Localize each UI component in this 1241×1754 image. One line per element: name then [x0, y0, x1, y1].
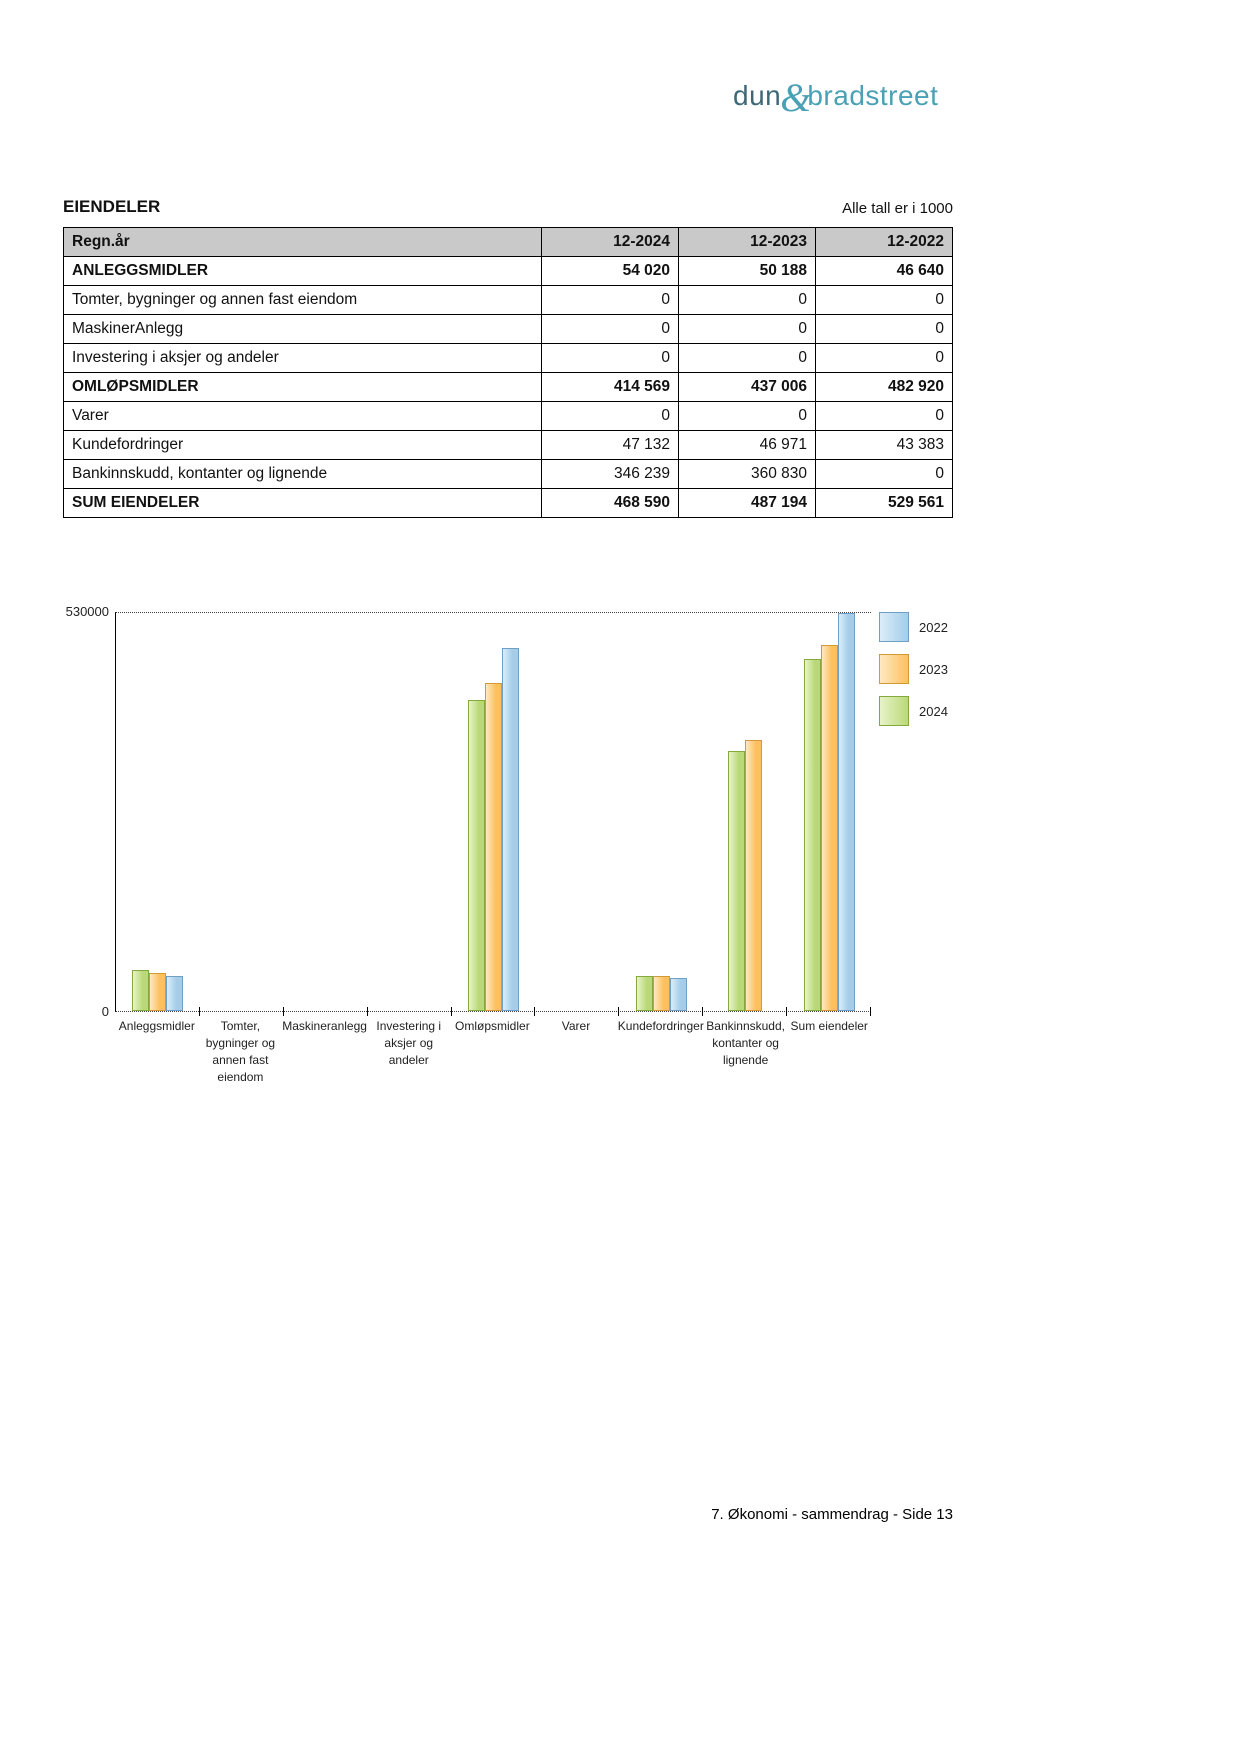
legend-item-2024	[879, 696, 948, 726]
row-value: 0	[816, 344, 953, 373]
category-label-line: Kundefordringer	[617, 1019, 704, 1033]
bar-2023	[149, 973, 166, 1011]
bar-group	[200, 613, 284, 1011]
category-label-line: lignende	[722, 1053, 769, 1067]
legend-label: 2022	[919, 619, 948, 635]
row-value: 0	[679, 315, 816, 344]
financial-table-head	[64, 228, 953, 257]
table-header-cell: Regn.år	[64, 228, 542, 257]
legend-label: 2023	[919, 661, 948, 677]
table-row	[64, 431, 953, 460]
row-value: 0	[816, 460, 953, 489]
row-value: 346 239	[542, 460, 679, 489]
x-axis-tick	[618, 1007, 619, 1016]
x-axis-tick	[451, 1007, 452, 1016]
legend-item-2022	[879, 612, 948, 642]
legend-item-2023	[879, 654, 948, 684]
x-axis-tick	[283, 1007, 284, 1016]
bar-2022	[670, 978, 687, 1011]
bar-group	[452, 613, 536, 1011]
category-label-line: aksjer og	[384, 1036, 434, 1050]
legend-swatch	[879, 696, 909, 726]
y-axis-max-label: 530000	[65, 604, 109, 619]
x-axis-tick	[870, 1007, 871, 1016]
category-label	[534, 1018, 618, 1086]
row-value: 0	[816, 402, 953, 431]
row-value: 360 830	[679, 460, 816, 489]
table-header-cell: 12-2024	[542, 228, 679, 257]
category-label	[451, 1018, 535, 1086]
x-axis-tick	[702, 1007, 703, 1016]
y-axis-min-label: 0	[101, 1004, 109, 1019]
bar-2022	[838, 613, 855, 1011]
assets-bar-chart	[63, 600, 1043, 1110]
table-header-cell: 12-2022	[816, 228, 953, 257]
category-label	[704, 1018, 788, 1086]
row-label: Kundefordringer	[64, 431, 542, 460]
category-label-line: Investering i	[376, 1019, 442, 1033]
bar-2023	[485, 683, 502, 1011]
page-footer: 7. Økonomi - sammendrag - Side 13	[711, 1506, 953, 1523]
row-value: 414 569	[542, 373, 679, 402]
x-axis-tick	[367, 1007, 368, 1016]
category-label-line: Omløpsmidler	[455, 1019, 530, 1033]
category-label-line: Maskineranlegg	[282, 1019, 367, 1033]
table-row	[64, 373, 953, 402]
bar-2024	[132, 970, 149, 1011]
legend-swatch	[879, 612, 909, 642]
bar-group	[368, 613, 452, 1011]
category-label-line: Bankinnskudd,	[706, 1019, 785, 1033]
category-label-line: annen fast	[212, 1053, 269, 1067]
bar-group	[787, 613, 871, 1011]
row-value: 46 640	[816, 257, 953, 286]
bar-group	[116, 613, 200, 1011]
category-label-line: Varer	[561, 1019, 591, 1033]
table-row	[64, 402, 953, 431]
chart-legend	[879, 612, 948, 726]
x-axis-tick	[534, 1007, 535, 1016]
bar-2024	[728, 751, 745, 1011]
row-value: 529 561	[816, 489, 953, 518]
bar-group	[535, 613, 619, 1011]
dun-bradstreet-logo	[733, 74, 938, 121]
bar-2024	[804, 659, 821, 1011]
bar-group	[703, 613, 787, 1011]
row-value: 0	[542, 402, 679, 431]
category-label-line: kontanter og	[712, 1036, 779, 1050]
row-value: 54 020	[542, 257, 679, 286]
bar-2023	[653, 976, 670, 1011]
financial-table-body	[64, 257, 953, 518]
row-label: Investering i aksjer og andeler	[64, 344, 542, 373]
row-value: 0	[679, 344, 816, 373]
row-value: 0	[542, 315, 679, 344]
logo-text-dun: dun	[733, 80, 782, 111]
table-row	[64, 460, 953, 489]
row-value: 0	[816, 286, 953, 315]
category-label	[787, 1018, 871, 1086]
logo-text-bradstreet: bradstreet	[807, 80, 939, 111]
category-label	[282, 1018, 367, 1086]
row-value: 0	[816, 315, 953, 344]
category-label-line: eiendom	[217, 1070, 264, 1084]
chart-plot-area	[115, 612, 871, 1012]
row-label: Bankinnskudd, kontanter og lignende	[64, 460, 542, 489]
row-label: ANLEGGSMIDLER	[64, 257, 542, 286]
table-header-row	[64, 228, 953, 257]
row-label: Varer	[64, 402, 542, 431]
table-row	[64, 344, 953, 373]
bar-group	[619, 613, 703, 1011]
category-label-line: andeler	[388, 1053, 429, 1067]
row-value: 437 006	[679, 373, 816, 402]
category-label-line: bygninger og	[205, 1036, 276, 1050]
category-label-line: Anleggsmidler	[118, 1019, 195, 1033]
chart-category-labels	[115, 1018, 871, 1086]
row-value: 43 383	[816, 431, 953, 460]
table-row	[64, 315, 953, 344]
x-axis-tick	[786, 1007, 787, 1016]
row-value: 0	[542, 344, 679, 373]
bar-2023	[821, 645, 838, 1011]
legend-swatch	[879, 654, 909, 684]
x-axis-tick	[199, 1007, 200, 1016]
row-value: 468 590	[542, 489, 679, 518]
financial-table	[63, 227, 953, 518]
row-label: Tomter, bygninger og annen fast eiendom	[64, 286, 542, 315]
row-value: 482 920	[816, 373, 953, 402]
table-header-cell: 12-2023	[679, 228, 816, 257]
bar-group	[284, 613, 368, 1011]
row-value: 50 188	[679, 257, 816, 286]
bar-2022	[166, 976, 183, 1011]
category-label-line: Sum eiendeler	[790, 1019, 868, 1033]
bar-2023	[745, 740, 762, 1011]
row-value: 0	[679, 402, 816, 431]
category-label	[367, 1018, 451, 1086]
row-label: SUM EIENDELER	[64, 489, 542, 518]
category-label	[115, 1018, 199, 1086]
section-title: EIENDELER	[63, 197, 161, 216]
units-note: Alle tall er i 1000	[842, 200, 953, 217]
row-label: MaskinerAnlegg	[64, 315, 542, 344]
table-row	[64, 257, 953, 286]
row-value: 0	[542, 286, 679, 315]
bar-2022	[502, 648, 519, 1011]
row-value: 46 971	[679, 431, 816, 460]
legend-label: 2024	[919, 703, 948, 719]
row-value: 0	[679, 286, 816, 315]
row-label: OMLØPSMIDLER	[64, 373, 542, 402]
section-header	[63, 197, 953, 217]
logo-ampersand-icon: &	[780, 75, 812, 120]
row-value: 487 194	[679, 489, 816, 518]
category-label-line: Tomter,	[220, 1019, 261, 1033]
category-label	[199, 1018, 283, 1086]
bar-2024	[468, 700, 485, 1011]
row-value: 47 132	[542, 431, 679, 460]
table-row	[64, 286, 953, 315]
table-row	[64, 489, 953, 518]
category-label	[618, 1018, 704, 1086]
bar-2024	[636, 976, 653, 1011]
